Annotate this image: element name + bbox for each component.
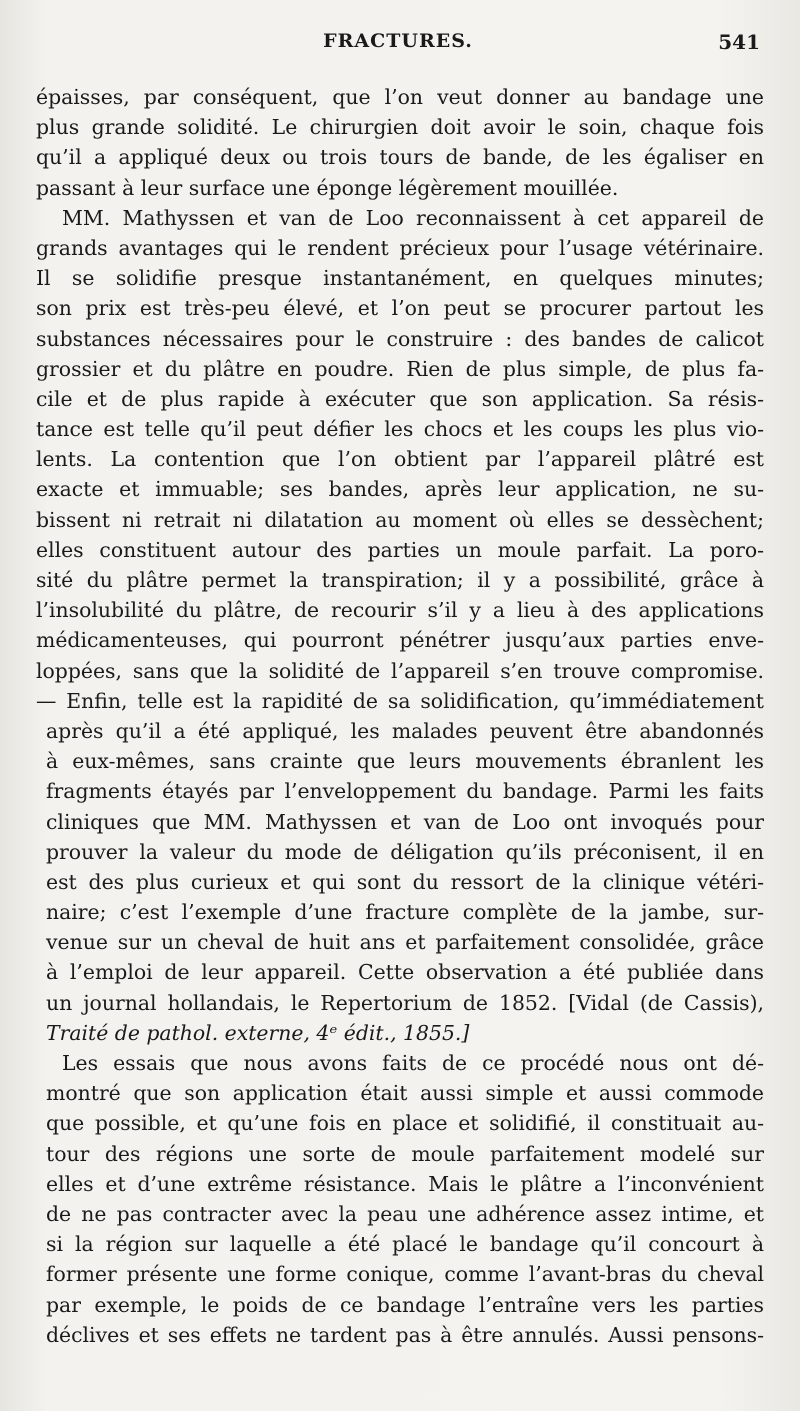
- text-line: à eux-mêmes, sans crainte que leurs mouvements ébranlent les: [46, 749, 764, 774]
- text-line: MM. Mathyssen et van de Loo reconnaissent à cet appareil de: [62, 205, 764, 230]
- text-line: former présente une forme conique, comme l’avant-bras du cheval: [46, 1262, 764, 1287]
- text-line: passant à leur surface une éponge légèrement mouillée.: [36, 175, 619, 200]
- text-line: naire; c’est l’exemple d’une fracture complète de la jambe, sur-: [46, 900, 764, 925]
- text-line: qu’il a appliqué deux ou trois tours de bande, de les égaliser en: [36, 145, 764, 170]
- text-line: l’insolubilité du plâtre, de recourir s’il y a lieu à des applications: [36, 598, 764, 623]
- body-text: [36, 82, 764, 1350]
- text-line: déclives et ses effets ne tardent pas à être annulés. Aussi pensons-: [46, 1322, 764, 1347]
- text-line: plus grande solidité. Le chirurgien doit avoir le soin, chaque fois: [36, 115, 764, 140]
- text-line: exacte et immuable; ses bandes, après leur application, ne su-: [36, 477, 764, 502]
- text-line: tance est telle qu’il peut défier les chocs et les coups les plus vio-: [36, 417, 764, 442]
- text-line: un journal hollandais, le Repertorium de 1852. [Vidal (de Cassis),: [46, 990, 764, 1015]
- text-line: lents. La contention que l’on obtient par l’appareil plâtré est: [36, 447, 764, 472]
- text-line: cile et de plus rapide à exécuter que son application. Sa résis-: [36, 386, 764, 411]
- page-number: 541: [718, 30, 760, 54]
- citation-line: Traité de pathol. externe, 4ᵉ édit., 1855.]: [46, 1020, 470, 1045]
- text-line: bissent ni retrait ni dilatation au moment où elles se dessèchent;: [36, 507, 764, 532]
- text-line: sité du plâtre permet la transpiration; il y a possibilité, grâce à: [36, 568, 764, 592]
- text-line: — Enfin, telle est la rapidité de sa solidification, qu’immédiatement: [36, 688, 764, 713]
- text-line: Les essais que nous avons faits de ce procédé nous ont dé-: [62, 1051, 764, 1075]
- text-line: substances nécessaires pour le construire : des bandes de calicot: [36, 326, 764, 351]
- text-line: montré que son application était aussi simple et aussi commode: [46, 1081, 764, 1106]
- text-line: fragments étayés par l’enveloppement du bandage. Parmi les faits: [46, 779, 764, 804]
- text-line: épaisses, par conséquent, que l’on veut donner au bandage une: [36, 85, 764, 109]
- text-line: son prix est très-peu élevé, et l’on peut se procurer partout les: [36, 296, 764, 321]
- text-line: à l’emploi de leur appareil. Cette observation a été publiée dans: [46, 960, 764, 985]
- text-line: de ne pas contracter avec la peau une adhérence assez intime, et: [46, 1201, 764, 1226]
- page-header: [36, 30, 760, 62]
- text-line: grossier et du plâtre en poudre. Rien de plus simple, de plus fa-: [36, 356, 764, 381]
- text-line: après qu’il a été appliqué, les malades peuvent être abandonnés: [46, 718, 764, 743]
- text-line: est des plus curieux et qui sont du ressort de la clinique vétéri-: [46, 869, 764, 894]
- text-line: si la région sur laquelle a été placé le bandage qu’il concourt à: [46, 1232, 764, 1257]
- text-line: loppées, sans que la solidité de l’appareil s’en trouve compromise.: [36, 658, 764, 683]
- text-line: médicamenteuses, qui pourront pénétrer jusqu’aux parties enve-: [36, 628, 764, 653]
- text-line: prouver la valeur du mode de déligation qu’ils préconisent, il en: [46, 839, 764, 864]
- text-line: par exemple, le poids de ce bandage l’entraîne vers les parties: [46, 1292, 764, 1317]
- running-title: FRACTURES.: [323, 30, 473, 52]
- text-line: tour des régions une sorte de moule parfaitement modelé sur: [46, 1141, 764, 1166]
- text-line: grands avantages qui le rendent précieux pour l’usage vétérinaire.: [36, 235, 764, 260]
- text-line: venue sur un cheval de huit ans et parfaitement consolidée, grâce: [46, 930, 764, 955]
- text-line: elles constituent autour des parties un moule parfait. La poro-: [36, 537, 764, 562]
- text-line: elles et d’une extrême résistance. Mais le plâtre a l’inconvénient: [46, 1171, 764, 1196]
- text-line: cliniques que MM. Mathyssen et van de Loo ont invoqués pour: [46, 809, 764, 834]
- text-line: que possible, et qu’une fois en place et solidifié, il constituait au-: [46, 1111, 764, 1136]
- text-line: Il se solidifie presque instantanément, en quelques minutes;: [36, 266, 764, 291]
